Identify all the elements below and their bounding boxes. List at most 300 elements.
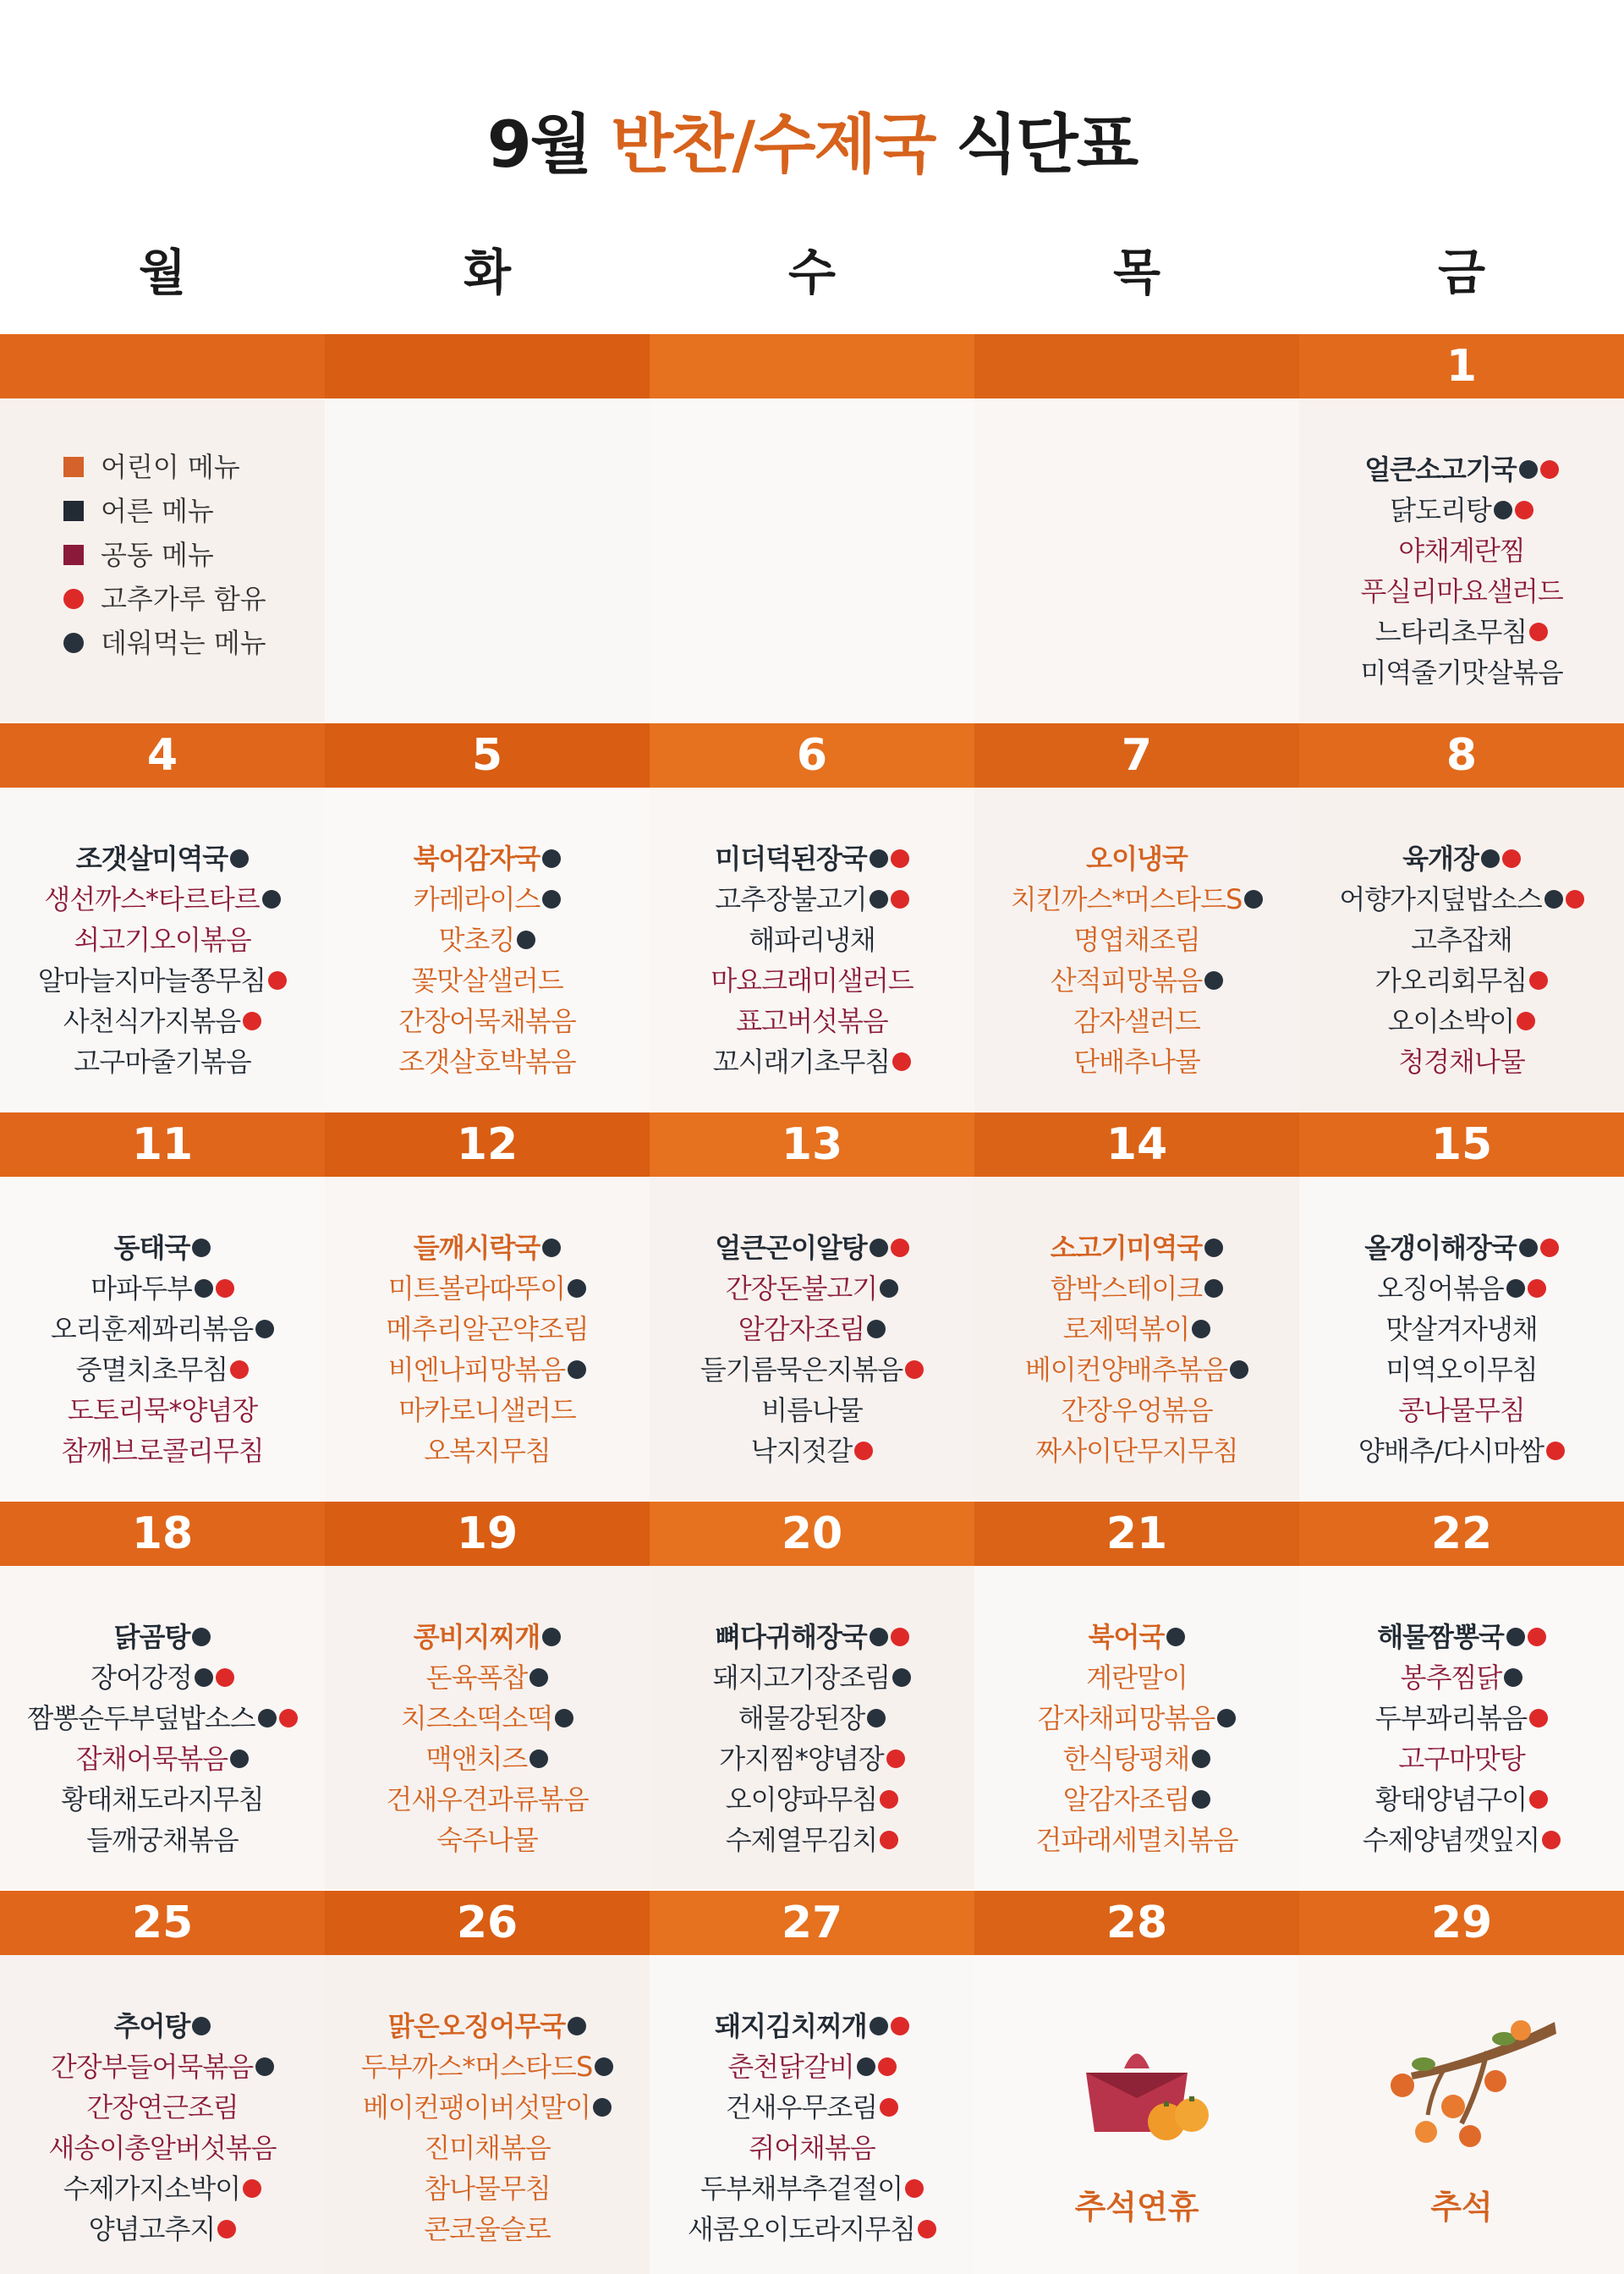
menu-item (1385, 1310, 1537, 1348)
menu-item-label: 단배추나물 (1073, 1046, 1200, 1078)
menu-item-label: 고구마줄기볶음 (74, 1046, 251, 1078)
menu-item-label: 함박스테이크 (1050, 1272, 1203, 1305)
menu-item-label: 육개장 (1402, 843, 1479, 875)
menu-item (1401, 1659, 1523, 1696)
menu-item-label: 가오리회무침 (1374, 964, 1528, 997)
menu-item-label: 계란말이 (1086, 1662, 1188, 1694)
chili-dot-icon (1540, 460, 1559, 479)
menu-item-label: 간장부들어묵볶음 (50, 2051, 254, 2083)
reheat-dot-icon (1519, 460, 1538, 479)
reheat-dot-icon (870, 1628, 888, 1646)
legend-dot-icon (63, 589, 84, 609)
legend-item (63, 533, 325, 577)
menu-item-label: 해파리냉채 (749, 924, 875, 956)
chili-dot-icon (268, 971, 287, 990)
chili-dot-icon (1542, 1831, 1561, 1849)
soup-item (1364, 451, 1558, 488)
menu-item (1375, 962, 1548, 999)
reheat-dot-icon (1504, 1668, 1522, 1687)
menu-item-label: 가지찜*양념장 (719, 1743, 884, 1775)
menu-item-label: 수제가지소박이 (63, 2172, 241, 2205)
menu-item-label: 생선까스*타르타르 (44, 883, 260, 915)
menu-item-label: 간장연근조림 (86, 2091, 239, 2123)
reheat-dot-icon (867, 1709, 886, 1727)
day-number: 20 (650, 1502, 974, 1566)
reheat-dot-icon (517, 931, 535, 949)
menu-item-label: 고추장불고기 (715, 883, 867, 915)
menu-item-label: 참나물무침 (424, 2172, 551, 2205)
menu-item (1360, 573, 1562, 610)
menu-item-label: 들깨궁채볶음 (86, 1824, 239, 1856)
empty-cell (650, 398, 974, 722)
reheat-dot-icon (1204, 1279, 1223, 1298)
day-number: 15 (1299, 1112, 1624, 1177)
menu-item-label: 베이컨팽이버섯말이 (362, 2091, 591, 2123)
menu-item (1375, 1781, 1548, 1818)
menu-item-label: 오이소박이 (1387, 1005, 1515, 1037)
week-row (0, 723, 1624, 1111)
chili-dot-icon (891, 2017, 909, 2035)
reheat-dot-icon (880, 1279, 898, 1298)
menu-item-label: 진미채볶음 (424, 2132, 551, 2164)
menu-item-label: 잡채어묵볶음 (75, 1743, 228, 1775)
soup-item (1086, 840, 1188, 877)
menu-item-label: 느타리초무침 (1374, 616, 1528, 648)
menu-item-label: 쥐어채볶음 (749, 2132, 875, 2164)
menu-item (1063, 1740, 1211, 1777)
chili-dot-icon (878, 2057, 897, 2076)
menu-item (726, 1270, 898, 1307)
menu-item (1061, 1392, 1212, 1429)
menu-item (1363, 1821, 1561, 1859)
weekday-header (0, 233, 1624, 317)
chili-dot-icon (891, 890, 909, 909)
day-number (0, 334, 325, 398)
menu-item-label: 낙지젓갈 (750, 1435, 853, 1467)
reheat-dot-icon (568, 1279, 586, 1298)
menu-cell (650, 1955, 974, 2274)
day-number: 12 (325, 1112, 650, 1177)
day-number: 27 (650, 1891, 974, 1955)
menu-item (1375, 613, 1548, 651)
menu-item (401, 1700, 573, 1737)
menu-item (726, 1781, 898, 1818)
soup-item (1377, 1618, 1546, 1656)
reheat-dot-icon (542, 890, 561, 909)
menu-item-label: 콩비지찌개 (413, 1621, 540, 1653)
menu-item-label: 치즈소떡소떡 (400, 1702, 553, 1734)
reheat-dot-icon (255, 1320, 274, 1338)
reheat-dot-icon (1481, 849, 1500, 868)
menu-item (386, 1781, 588, 1818)
week-row (0, 1502, 1624, 1889)
reheat-dot-icon (255, 2057, 274, 2076)
menu-item-label: 어향가지덮밥소스 (1339, 883, 1542, 915)
menu-item (1051, 962, 1223, 999)
week-row (0, 1891, 1624, 2274)
menu-item (424, 1432, 551, 1469)
menu-item-label: 치킨까스*머스타드S (1010, 883, 1243, 915)
menu-cell (1299, 398, 1624, 722)
menu-item-label: 산적피망볶음 (1050, 964, 1203, 997)
menu-item-label: 알마늘지마늘쫑무침 (37, 964, 266, 997)
menu-cell (1299, 788, 1624, 1111)
menu-item-label: 닭도리탕 (1390, 494, 1491, 526)
menu-item-label: 새콤오이도라지무침 (687, 2213, 916, 2245)
reheat-dot-icon (870, 2017, 888, 2035)
soup-item (76, 840, 249, 877)
menu-cell (974, 788, 1299, 1111)
menu-cell (0, 1177, 325, 1500)
reheat-dot-icon (1192, 1749, 1210, 1768)
menu-item (1063, 1310, 1211, 1348)
legend-item (63, 489, 325, 533)
menu-item (386, 1310, 588, 1348)
menu-item-label: 춘천닭갈비 (727, 2051, 854, 2083)
soup-item (114, 1229, 211, 1266)
menu-item (738, 1700, 886, 1737)
reheat-dot-icon (555, 1709, 573, 1727)
menu-item (63, 1002, 261, 1040)
menu-item-label: 고추잡채 (1411, 924, 1512, 956)
reheat-dot-icon (1244, 890, 1263, 909)
menu-item (1398, 1392, 1525, 1429)
menu-item (74, 921, 250, 958)
reheat-dot-icon (867, 1320, 886, 1338)
weekday-wed: 수 (787, 244, 837, 301)
chili-dot-icon (243, 2179, 261, 2198)
menu-item-label: 북어감자국 (413, 843, 540, 875)
soup-item (414, 1229, 562, 1266)
reheat-dot-icon (1506, 1279, 1525, 1298)
menu-item (1086, 1659, 1188, 1696)
menu-item (1358, 1432, 1565, 1469)
legend-label: 공동 메뉴 (101, 539, 214, 571)
menu-item (61, 1781, 263, 1818)
soup-item (1089, 1618, 1186, 1656)
menu-item-label: 짜사이단무지무침 (1035, 1435, 1238, 1467)
menu-item (1339, 881, 1583, 918)
weekday-mon: 월 (138, 244, 187, 301)
menu-item-label: 중멸치초무침 (75, 1354, 228, 1386)
day-number-bar (0, 1112, 1624, 1177)
menu-cell (0, 1955, 325, 2274)
menu-item-label: 오복지무침 (424, 1435, 551, 1467)
menu-item (1411, 921, 1512, 958)
menu-item (76, 1740, 249, 1777)
menu-item-label: 간장어묵채볶음 (398, 1005, 576, 1037)
reheat-dot-icon (542, 1628, 561, 1646)
menu-item-label: 미역줄기맛살볶음 (1360, 656, 1563, 689)
holiday-label: 추석 (1430, 2189, 1493, 2226)
reheat-dot-icon (857, 2057, 875, 2076)
menu-item (1375, 1700, 1548, 1737)
menu-item (361, 2048, 614, 2085)
menu-item-label: 마파두부 (91, 1272, 192, 1305)
menu-item (713, 1659, 911, 1696)
menu-item (749, 921, 875, 958)
soup-item (414, 840, 562, 877)
menu-item-label: 한식탕평채 (1062, 1743, 1190, 1775)
menu-item-label: 푸실리마요샐러드 (1360, 575, 1563, 607)
soup-item (414, 1618, 562, 1656)
menu-item-label: 간장우엉볶음 (1061, 1394, 1213, 1426)
day-number (325, 334, 650, 398)
menu-item (1073, 921, 1200, 958)
menu-item-label: 돼지김치찌개 (715, 2010, 867, 2042)
menu-item-label: 꼬시래기초무침 (712, 1046, 891, 1078)
day-number-bar (0, 1502, 1624, 1566)
menu-item (1063, 1781, 1211, 1818)
menu-item (439, 921, 536, 958)
menu-item-label: 야채계란찜 (1398, 535, 1525, 567)
menu-item-label: 마카로니샐러드 (398, 1394, 576, 1426)
reheat-dot-icon (529, 1749, 548, 1768)
holiday-cell (1299, 1955, 1624, 2274)
legend-square-icon (63, 457, 84, 477)
reheat-dot-icon (1192, 1790, 1210, 1809)
chili-dot-icon (880, 1831, 898, 1849)
chili-dot-icon (1517, 1012, 1535, 1030)
legend-label: 어른 메뉴 (101, 495, 214, 527)
menu-item (727, 2048, 897, 2085)
menu-item-label: 미역오이무침 (1385, 1354, 1538, 1386)
chili-dot-icon (1546, 1442, 1565, 1460)
soup-item (715, 1229, 908, 1266)
reheat-dot-icon (1494, 501, 1512, 519)
chili-dot-icon (216, 1668, 234, 1687)
day-number: 6 (650, 723, 974, 788)
legend-square-icon (63, 501, 84, 521)
soup-item (1402, 840, 1521, 877)
chili-dot-icon (216, 1279, 234, 1298)
holiday-label: 추석연휴 (1074, 2189, 1199, 2226)
menu-item-label: 콩나물무침 (1398, 1394, 1525, 1426)
menu-cell (1299, 1177, 1624, 1500)
menu-item (1388, 1002, 1536, 1040)
menu-item (688, 2211, 936, 2248)
legend-label: 어린이 메뉴 (101, 451, 240, 483)
chili-dot-icon (1528, 1628, 1546, 1646)
legend-dot-icon (63, 633, 84, 653)
menu-item-label: 수제양념깻잎지 (1362, 1824, 1540, 1856)
menu-item (1073, 1002, 1200, 1040)
chili-dot-icon (1540, 1239, 1559, 1257)
menu-item (436, 1821, 538, 1859)
menu-item-label: 양배추/다시마쌈 (1358, 1435, 1544, 1467)
menu-item (91, 1270, 234, 1307)
menu-cell (0, 1566, 325, 1889)
week-row (0, 1112, 1624, 1500)
day-number: 5 (325, 723, 650, 788)
weekday-fri: 금 (1437, 244, 1486, 301)
day-number (974, 334, 1299, 398)
chili-dot-icon (880, 2098, 898, 2117)
reheat-dot-icon (1217, 1709, 1236, 1727)
chili-dot-icon (891, 1628, 909, 1646)
menu-item (1390, 492, 1533, 529)
menu-item (424, 2129, 551, 2167)
menu-cell (325, 788, 650, 1111)
menu-cell (974, 1177, 1299, 1500)
menu-item (1035, 1432, 1237, 1469)
day-number: 8 (1299, 723, 1624, 788)
menu-item-label: 얼큰소고기국 (1364, 453, 1517, 486)
chili-dot-icon (1528, 1279, 1546, 1298)
reheat-dot-icon (1519, 1239, 1538, 1257)
menu-item (44, 881, 280, 918)
menu-item-label: 추어탕 (113, 2010, 190, 2042)
menu-item-label: 건새우무조림 (725, 2091, 878, 2123)
menu-item-label: 장어강정 (91, 1662, 192, 1694)
reheat-dot-icon (1166, 1628, 1185, 1646)
menu-item (1038, 1700, 1236, 1737)
chili-dot-icon (886, 1749, 905, 1768)
weekday-thu: 목 (1112, 244, 1161, 301)
reheat-dot-icon (192, 2017, 211, 2035)
chili-dot-icon (1529, 971, 1548, 990)
reheat-dot-icon (1230, 1360, 1248, 1379)
chili-dot-icon (1515, 501, 1533, 519)
day-number: 13 (650, 1112, 974, 1177)
menu-item-label: 수제열무김치 (725, 1824, 878, 1856)
reheat-dot-icon (230, 849, 249, 868)
reheat-dot-icon (195, 1279, 213, 1298)
menu-item-label: 맛살겨자냉채 (1385, 1313, 1538, 1345)
menu-item (1398, 1740, 1525, 1777)
menu-item-label: 비엔나피망볶음 (387, 1354, 566, 1386)
menu-cell (0, 788, 325, 1111)
menu-item (1035, 1821, 1237, 1859)
menu-item (363, 2089, 612, 2126)
menu-item-label: 짬뽕순두부덮밥소스 (27, 1702, 255, 1734)
menu-cell (974, 1566, 1299, 1889)
menu-item-label: 북어국 (1088, 1621, 1165, 1653)
menu-item-label: 오리훈제꽈리볶음 (50, 1313, 254, 1345)
menu-item (1377, 1270, 1546, 1307)
day-number: 22 (1299, 1502, 1624, 1566)
menu-item-label: 메추리알곤약조림 (386, 1313, 589, 1345)
chili-dot-icon (905, 1360, 924, 1379)
persimmon-branch-icon (1360, 2005, 1563, 2152)
chili-dot-icon (905, 2179, 924, 2198)
legend-item (63, 621, 325, 665)
reheat-dot-icon (529, 1668, 548, 1687)
day-number: 1 (1299, 334, 1624, 398)
menu-cell (325, 1177, 650, 1500)
reheat-dot-icon (1192, 1320, 1210, 1338)
menu-item-label: 해물강된장 (738, 1702, 865, 1734)
day-number: 4 (0, 723, 325, 788)
legend (0, 398, 325, 722)
reheat-dot-icon (568, 1360, 586, 1379)
menu-item (51, 2048, 274, 2085)
menu-item-label: 돈육폭찹 (425, 1662, 528, 1694)
chili-dot-icon (1529, 623, 1548, 641)
menu-cell (1299, 1566, 1624, 1889)
menu-item-label: 동태국 (113, 1232, 190, 1264)
day-number (650, 334, 974, 398)
soup-item (1364, 1229, 1558, 1266)
menu-item (426, 1659, 549, 1696)
menu-cell (650, 1177, 974, 1500)
menu-item (68, 1392, 257, 1429)
reheat-dot-icon (192, 1239, 211, 1257)
menu-cell (325, 1566, 650, 1889)
menu-cell (325, 1955, 650, 2274)
menu-item (726, 1821, 898, 1859)
menu-item-label: 도토리묵*양념장 (67, 1394, 258, 1426)
soup-item (114, 2008, 211, 2045)
menu-item-label: 양념고추지 (88, 2213, 216, 2245)
soup-item (114, 1618, 211, 1656)
menu-cell (650, 788, 974, 1111)
menu-item-label: 마요크래미샐러드 (710, 964, 914, 997)
menu-item-label: 숙주나물 (436, 1824, 538, 1856)
day-number-bar (0, 1891, 1624, 1955)
legend-label: 데워먹는 메뉴 (101, 627, 266, 659)
chili-dot-icon (854, 1442, 873, 1460)
chili-dot-icon (918, 2220, 936, 2238)
menu-item-label: 맑은오징어무국 (387, 2010, 566, 2042)
day-number-bar (0, 334, 1624, 398)
chili-dot-icon (891, 1239, 909, 1257)
menu-item-label: 들깨시락국 (413, 1232, 540, 1264)
holiday-cell (974, 1955, 1299, 2274)
menu-item (76, 1351, 249, 1388)
day-number: 26 (325, 1891, 650, 1955)
menu-item (715, 881, 908, 918)
day-number: 11 (0, 1112, 325, 1177)
legend-item (63, 577, 325, 621)
menu-item (27, 1700, 297, 1737)
menu-item (713, 1043, 911, 1080)
menu-item (719, 1740, 904, 1777)
menu-item (1011, 881, 1264, 918)
menu-item (91, 1659, 234, 1696)
menu-item-label: 사천식가지볶음 (63, 1005, 241, 1037)
menu-item-label: 감자샐러드 (1073, 1005, 1200, 1037)
menu-item-label: 감자채피망볶음 (1037, 1702, 1215, 1734)
menu-item-label: 두부꽈리볶음 (1374, 1702, 1528, 1734)
menu-item-label: 미더덕된장국 (715, 843, 867, 875)
menu-item (736, 1002, 887, 1040)
menu-item (751, 1432, 874, 1469)
soup-item (1051, 1229, 1223, 1266)
menu-item-label: 황태채도라지무침 (61, 1783, 264, 1815)
menu-item (424, 2211, 551, 2248)
menu-item (426, 1740, 549, 1777)
menu-item-label: 참깨브로콜리무침 (61, 1435, 264, 1467)
menu-item (1385, 1351, 1537, 1388)
menu-item (710, 962, 913, 999)
empty-cell (974, 398, 1299, 722)
reheat-dot-icon (542, 849, 561, 868)
menu-item-label: 조갯살호박볶음 (398, 1046, 576, 1078)
weekday-tue: 화 (463, 244, 512, 301)
menu-item (749, 2129, 875, 2167)
menu-item-label: 청경채나물 (1398, 1046, 1525, 1078)
menu-item-label: 닭곰탕 (113, 1621, 190, 1653)
reheat-dot-icon (258, 1709, 277, 1727)
menu-item (700, 1351, 924, 1388)
menu-item (86, 1821, 238, 1859)
reheat-dot-icon (870, 849, 888, 868)
menu-item-label: 알감자조림 (1062, 1783, 1190, 1815)
menu-item (1360, 654, 1562, 691)
menu-item-label: 표고버섯볶음 (736, 1005, 888, 1037)
menu-item (411, 962, 562, 999)
